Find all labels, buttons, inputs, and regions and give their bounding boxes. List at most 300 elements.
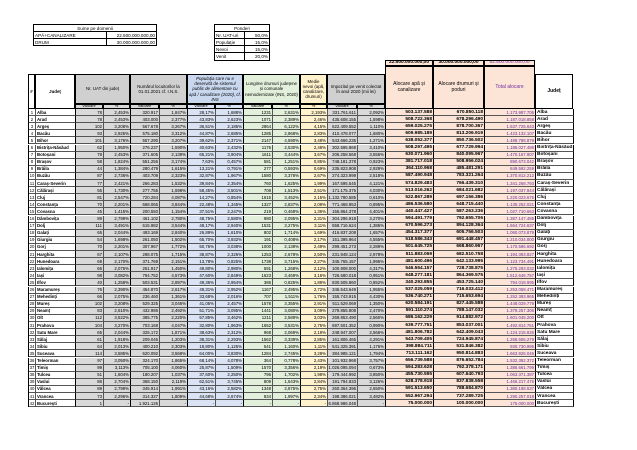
cell-lungime: 1327 — [244, 201, 273, 208]
cell-alocare-apa: 543.709.405 — [386, 336, 434, 343]
cell-judet: Dâmbovița — [36, 216, 76, 223]
cell-uat: 78 — [76, 109, 104, 116]
cell-uat-pct: 2,296% — [104, 393, 131, 400]
table-row — [28, 379, 574, 386]
cell-judet-right: Gorj — [536, 244, 574, 251]
cell-impozit: 622.409.552 — [328, 123, 358, 130]
cell-populatie-pct: 2,247% — [216, 208, 244, 215]
cell-nr: 39 — [29, 379, 35, 385]
cell-uat-pct: 3,270% — [104, 322, 131, 329]
cell-uat: 65 — [76, 329, 104, 336]
cell-alocare-drum: 691.448.457 — [434, 237, 485, 244]
cell-uat: 65 — [76, 230, 104, 237]
cell-nr: 35 — [29, 350, 35, 356]
table-row — [28, 265, 574, 272]
cell-impozit: 198.386.021 — [328, 393, 358, 400]
cell-judet-right: Caraș-Severin — [536, 180, 574, 187]
cell-impozit: 151.395.964 — [328, 237, 358, 244]
cell-uat-pct: 3,113% — [104, 365, 131, 372]
cell-judet-right: Vrancea — [536, 393, 574, 400]
cell-nr: 4 — [29, 130, 36, 137]
cell-medie: 2,51% — [301, 187, 328, 194]
cell-judet: Galați — [36, 230, 76, 237]
cell-uat: 1 — [76, 400, 104, 407]
cell-impozit: 6.868.986.048 — [328, 400, 356, 406]
cell-lungime: 1611 — [244, 152, 273, 159]
table-row — [28, 400, 574, 407]
cell-lungime-pct: 1,714% — [273, 230, 301, 237]
cell-populatie-pct: 3,501% — [216, 187, 244, 194]
sums-value-apa: 22.500.000.000,00 — [116, 32, 155, 38]
cell-uat: 104 — [76, 322, 104, 329]
cell-medie: 2,193% — [301, 109, 328, 116]
cell-total-alocare: 1.564.724.637 — [485, 223, 536, 230]
cell-lungime: - — [244, 400, 273, 407]
cell-alocare-drum: 827.445.588 — [434, 301, 485, 308]
cell-total-alocare: 1.537.725.643 — [485, 123, 536, 130]
table-row — [28, 294, 574, 301]
cell-alocare-drum: 100.000.000 — [434, 400, 485, 407]
cell-locuitori: 277.755 — [131, 187, 160, 194]
cell-lungime: 1348 — [244, 386, 273, 393]
cell-locuitori-pct: 2,139% — [160, 152, 188, 159]
cell-impozit-pct: 2,470% — [358, 308, 386, 315]
cell-locuitori-pct: 2,897% — [160, 279, 188, 286]
cell-lungime-pct: 4,590% — [273, 137, 301, 144]
table-row — [28, 372, 574, 379]
cell-medie: 2,50% — [301, 251, 328, 258]
cell-total-alocare: 1.124.215.826 — [485, 329, 536, 336]
cell-nr: 38 — [29, 372, 35, 378]
cell-uat-pct: 2,453% — [104, 109, 131, 116]
cell-lungime: 980 — [244, 216, 273, 223]
cell-alocare-apa: 536.740.271 — [386, 294, 434, 301]
table-row — [28, 208, 574, 215]
cell-uat: 62 — [76, 145, 104, 152]
table-row — [28, 258, 574, 265]
cell-uat: 77 — [76, 180, 104, 187]
cell-impozit: 206.258.568 — [328, 152, 358, 159]
cell-medie: 2,17% — [301, 237, 328, 244]
header-uat: Nr. UAT din județ — [75, 74, 130, 104]
cell-impozit-pct: 0,951% — [358, 272, 386, 279]
cell-locuitori-pct: 1,590% — [160, 145, 188, 152]
cell-populatie: 7,63% — [188, 159, 216, 166]
cell-impozit: 101.932.968 — [328, 358, 358, 365]
cell-uat: 58 — [76, 159, 104, 166]
cell-populatie: 48,17% — [188, 223, 216, 230]
cell-lungime: 1071 — [244, 116, 273, 123]
cell-uat-pct: 1,415% — [104, 208, 131, 215]
cell-populatie: 41,05% — [188, 301, 216, 308]
cell-judet: Mureș — [36, 301, 76, 308]
table-row — [28, 386, 574, 393]
cell-total-alocare: 794.018.995 — [485, 279, 536, 286]
cell-lungime: 1000 — [244, 244, 273, 251]
cell-judet-right: Giurgiu — [536, 237, 574, 244]
cell-alocare-apa: 648.277.181 — [386, 272, 434, 279]
cell-populatie-pct: 4,078% — [216, 358, 244, 365]
cell-nr: 37 — [29, 365, 35, 371]
cell-judet-right: Bistrița-Năsăud — [537, 145, 573, 151]
cell-nr: 34 — [29, 343, 35, 349]
table-row — [28, 223, 574, 230]
cell-uat-pct: 3,208% — [104, 123, 131, 130]
cell-medie: 3,11% — [301, 223, 328, 230]
cell-total-alocare: 1.470.167.907 — [485, 152, 536, 159]
cell-judet: Covasna — [36, 208, 76, 215]
cell-alocare-drum: 950.814.883 — [434, 350, 485, 357]
cell-uat-pct: 3,082% — [104, 272, 131, 279]
cell-nr: 14 — [29, 201, 35, 207]
cell-judet-right: Dâmbovița — [536, 216, 574, 223]
cell-locuitori-pct: - — [160, 400, 188, 407]
sums-value-drum: 30.000.000.000,00 — [116, 40, 155, 45]
cell-total-alocare: 1.448.029.779 — [485, 301, 536, 308]
cell-populatie-pct: 2,326% — [216, 251, 244, 258]
cell-locuitori-pct: 3,844% — [160, 201, 188, 208]
cell-uat-pct: 3,208% — [104, 301, 131, 308]
cell-alocare-drum: 864.369.575 — [434, 272, 485, 279]
cell-impozit: 155.743.915 — [328, 294, 358, 301]
cell-alocare-drum: 684.021.682 — [434, 187, 485, 194]
cell-lungime-pct: 0,468% — [273, 208, 301, 215]
cell-uat: 86 — [76, 379, 104, 386]
cell-judet-right: Ialomița — [536, 265, 574, 272]
table-row — [28, 287, 574, 294]
cell-judet: Teleorman — [36, 358, 76, 365]
cell-nr: 42 — [29, 400, 35, 406]
cell-nr: 28 — [29, 301, 35, 307]
cell-uat: 98 — [76, 272, 104, 279]
cell-alocare-drum: 642.409.043 — [434, 329, 485, 336]
cell-medie: 2,85% — [301, 336, 328, 343]
cell-uat-pct: 3,050% — [104, 358, 131, 365]
cell-populatie-pct: 3,745% — [216, 379, 244, 386]
header-alocare-apa: Alocare apă și canalizare — [385, 66, 433, 109]
cell-populatie: 49,80% — [188, 265, 216, 272]
cell-impozit: 384.985.121 — [328, 350, 358, 357]
cell-locuitori-pct: 1,991% — [160, 386, 188, 393]
cell-impozit-pct: 2,092% — [358, 109, 386, 116]
cell-lungime-pct: 3,275% — [273, 223, 301, 230]
cell-lungime: 968 — [244, 329, 273, 336]
cell-impozit: 167.595.545 — [328, 180, 358, 187]
cell-total-alocare: 890.673.042 — [485, 159, 536, 166]
cell-medie: 2,83% — [301, 130, 328, 137]
cell-nr: 1 — [29, 109, 36, 116]
cell-populatie: 37,60% — [188, 372, 216, 379]
cell-total-alocare: 1.194.393.827 — [485, 251, 536, 258]
cell-populatie: 28,17% — [188, 109, 216, 116]
cell-judet: Giurgiu — [36, 237, 76, 244]
cell-impozit-pct: 4,030% — [358, 187, 386, 194]
cell-uat: 93 — [76, 130, 104, 137]
cell-impozit: 771.468.953 — [328, 201, 358, 208]
cell-medie: - — [301, 400, 328, 407]
cell-lungime: 581 — [244, 159, 273, 166]
cell-judet-right: Arad — [536, 116, 574, 123]
cell-alocare-apa: 713.111.162 — [386, 350, 434, 357]
cell-lungime: 541 — [244, 343, 273, 350]
cell-uat-pct: 3,585% — [104, 350, 131, 357]
cell-uat: 111 — [76, 223, 104, 230]
cell-total-alocare: 1.268.655.279 — [485, 336, 536, 343]
cell-medie: 4,15% — [301, 123, 328, 130]
cell-locuitori-pct: 4,573% — [160, 272, 188, 279]
header-medie: Medie nevoi (apă, canalizare, drumuri) — [300, 74, 327, 104]
weights-box — [214, 24, 270, 61]
cell-medie: 1,99% — [301, 180, 328, 187]
cell-lungime: 1284 — [244, 350, 273, 357]
cell-lungime: 1231 — [244, 109, 273, 116]
cell-locuitori: 251.917 — [131, 265, 160, 272]
cell-populatie-pct: 1,345% — [216, 201, 244, 208]
cell-total-alocare: 1.210.034.800 — [485, 237, 536, 244]
cell-medie: 2,43% — [301, 358, 328, 365]
cell-total-alocare: 930.730.995 — [485, 343, 536, 350]
cell-alocare-apa: 659.025.275 — [386, 123, 434, 130]
cell-impozit: 274.323.999 — [328, 173, 358, 180]
cell-locuitori-pct: 2,780% — [160, 216, 188, 223]
cell-populatie: 39,84% — [188, 180, 216, 187]
cell-impozit-pct: 2,518% — [358, 173, 386, 180]
cell-locuitori: 403.709 — [131, 173, 160, 180]
cell-total-alocare: 1.370.812.212 — [485, 173, 536, 180]
cell-lungime-pct: 2,589% — [273, 315, 301, 322]
cell-impozit: 331.761.611 — [328, 109, 358, 116]
cell-alocare-apa: 508.722.368 — [386, 116, 434, 123]
cell-alocare-apa: 340.293.855 — [386, 279, 434, 286]
cell-judet-right: Călărași — [536, 187, 574, 194]
cell-locuitori: 261.050 — [131, 237, 160, 244]
cell-locuitori-pct: 3,568% — [160, 350, 188, 357]
cell-lungime: 2864 — [244, 123, 273, 130]
cell-impozit-pct: 4,401% — [358, 208, 386, 215]
table-row — [28, 237, 574, 244]
cell-impozit: 248.947.007 — [328, 329, 358, 336]
cell-lungime-pct: 0,825% — [273, 279, 301, 286]
cell-populatie: 43,16% — [188, 386, 216, 393]
cell-populatie: 26,89% — [188, 230, 216, 237]
cell-locuitori: 454.870 — [131, 287, 160, 294]
total-apa-sum: 22.500.000.000,00 — [385, 60, 433, 66]
cell-medie: 1,98% — [301, 372, 328, 379]
cell-locuitori: 209.046 — [131, 336, 160, 343]
cell-populatie: 38,63% — [188, 329, 216, 336]
cell-uat: 70 — [76, 244, 104, 251]
cell-nr: 3 — [29, 123, 36, 130]
cell-nr: 19 — [29, 237, 35, 243]
cell-judet: Maramureș — [36, 287, 76, 294]
cell-impozit-pct: 0,895% — [358, 201, 386, 208]
table-row — [28, 251, 574, 258]
cell-populatie: 32,87% — [188, 173, 216, 180]
cell-impozit: 191.794.833 — [328, 379, 358, 386]
cell-lungime-pct: 1,511% — [273, 294, 301, 301]
cell-populatie: 48,75% — [188, 216, 216, 223]
cell-lungime-pct: 2,678% — [273, 251, 301, 258]
cell-impozit: 416.837.208 — [328, 230, 358, 237]
cell-populatie: 64,00% — [188, 350, 216, 357]
cell-alocare-apa: 522.867.289 — [386, 194, 434, 201]
cell-medie: 2,27% — [301, 258, 328, 265]
cell-nr: 16 — [29, 216, 35, 222]
cell-lungime: 1253 — [244, 251, 273, 258]
table-row — [28, 166, 574, 173]
cell-populatie-pct: 0,825% — [216, 258, 244, 265]
cell-judet: Cluj — [36, 194, 76, 201]
table-row — [28, 279, 574, 286]
cell-impozit: 346.543.649 — [328, 287, 358, 294]
cell-judet: Harghita — [36, 251, 76, 258]
cell-locuitori: 567.678 — [131, 123, 160, 130]
weight-label: Nevoi — [215, 46, 245, 52]
cell-judet-right: Sălaj — [536, 336, 574, 343]
cell-judet-right: Cluj — [536, 194, 574, 201]
cell-lungime-pct: 0,408% — [273, 237, 301, 244]
cell-populatie: 18,80% — [188, 343, 216, 350]
table-row — [28, 116, 574, 123]
cell-judet: Satu Mare — [36, 329, 76, 336]
cell-judet-right: București — [536, 400, 574, 407]
header-alocare-drum: Alocare drumuri și poduri — [433, 66, 484, 109]
cell-populatie: 68,14% — [188, 358, 216, 365]
cell-impozit-pct: 1,350% — [358, 301, 386, 308]
cell-impozit-pct: 1,598% — [358, 116, 386, 123]
cell-judet-right: Constanța — [536, 201, 574, 208]
cell-locuitori-pct: 1,865% — [160, 358, 188, 365]
cell-lungime: 1441 — [244, 308, 273, 315]
cell-medie: 1,89% — [301, 279, 328, 286]
cell-alocare-drum: 531.846.382 — [434, 343, 485, 350]
cell-impozit-pct: 1,386% — [358, 223, 386, 230]
cell-lungime-pct: 2,389% — [273, 116, 301, 123]
cell-locuitori: 794.752 — [131, 272, 160, 279]
cell-impozit: 235.823.908 — [328, 166, 358, 173]
cell-uat: 69 — [76, 258, 104, 265]
cell-uat: 83 — [76, 308, 104, 315]
cell-nr: 30 — [29, 315, 35, 321]
cell-uat: 45 — [76, 208, 104, 215]
cell-judet: Dolj — [36, 223, 76, 230]
cell-populatie-pct: 1,967% — [216, 173, 244, 180]
cell-judet: Gorj — [36, 244, 76, 251]
cell-medie: 3,03% — [301, 315, 328, 322]
cell-medie: 2,84% — [301, 379, 328, 386]
cell-locuitori: 720.284 — [131, 194, 160, 201]
cell-uat-pct: 2,107% — [104, 251, 131, 258]
cell-impozit-pct: 1,657% — [358, 230, 386, 237]
header-judet: Județ — [35, 74, 75, 109]
cell-alocare-apa: 656.739.588 — [386, 358, 434, 365]
weight-label: Venit — [215, 53, 245, 60]
cell-judet-right: Alba — [536, 109, 574, 116]
cell-lungime-pct: 3,715% — [273, 258, 301, 265]
sums-title: Sume pe domenii — [77, 25, 113, 31]
cell-locuitori-pct: 1,361% — [160, 294, 188, 301]
cell-nr: 18 — [29, 230, 35, 236]
cell-total-alocare: 1.135.252.021 — [485, 201, 536, 208]
cell-locuitori-pct: 2,617% — [160, 287, 188, 294]
cell-locuitori: 180.207 — [131, 372, 160, 379]
table-row — [28, 272, 574, 279]
cell-total-alocare: 1.170.586.692 — [485, 244, 536, 251]
cell-uat: 101 — [76, 137, 104, 144]
cell-locuitori-pct: 2,119% — [160, 379, 188, 386]
cell-nr: 5 — [29, 137, 36, 144]
cell-alocare-drum: 670.850.118 — [434, 109, 485, 116]
cell-alocare-apa: 455.730.595 — [386, 372, 434, 379]
cell-populatie: 58,45% — [188, 187, 216, 194]
cell-locuitori: 345.914 — [131, 386, 160, 393]
cell-lungime-pct: 3,531% — [273, 322, 301, 329]
cell-alocare-drum: 677.729.994 — [434, 145, 485, 152]
cell-impozit: 231.948.124 — [328, 251, 358, 258]
cell-locuitori-pct: 1,715% — [160, 251, 188, 258]
cell-alocare-apa: 594.491.779 — [386, 216, 434, 223]
cell-locuitori-pct: 3,544% — [160, 223, 188, 230]
cell-populatie-pct: 3,462% — [216, 315, 244, 322]
cell-impozit-pct: 1,996% — [358, 258, 386, 265]
cell-populatie-pct: 2,582% — [216, 386, 244, 393]
cell-lungime: 1738 — [244, 258, 273, 265]
cell-impozit-pct: 4,121% — [358, 180, 386, 187]
cell-nr: 8 — [29, 159, 36, 166]
cell-lungime-pct: 3,378% — [273, 173, 301, 180]
cell-uat-pct: 1,384% — [104, 166, 131, 173]
cell-alocare-apa: 381.717.018 — [386, 159, 434, 166]
cell-locuitori-pct: 2,151% — [160, 258, 188, 265]
header-judet-right: Județ — [535, 74, 573, 109]
cell-uat: 44 — [76, 166, 104, 173]
cell-alocare-drum: 587.263.236 — [434, 208, 485, 215]
cell-judet: Ilfov — [36, 279, 76, 286]
total-alocare-sum: 52.500.000.000,00 — [484, 60, 535, 66]
cell-alocare-apa: 481.806.782 — [386, 329, 434, 336]
cell-uat-pct: 2,044% — [104, 329, 131, 336]
cell-alocare-apa: 75.000.000 — [386, 400, 434, 407]
cell-impozit-pct: 2,566% — [358, 329, 386, 336]
cell-locuitori: 493.169 — [131, 230, 160, 237]
cell-locuitori-pct: 1,154% — [160, 208, 188, 215]
weight-value: 15,0% — [254, 39, 268, 45]
cell-total-alocare: 1.290.257.018 — [485, 393, 536, 400]
cell-judet: Constanța — [36, 201, 76, 208]
cell-total-alocare: 1.532.392.372 — [485, 358, 536, 365]
cell-populatie-pct: 2,432% — [216, 145, 244, 152]
cell-alocare-drum: 728.738.875 — [434, 265, 485, 272]
cell-judet: Botoșani — [36, 152, 76, 159]
cell-lungime-pct: 2,868% — [273, 130, 301, 137]
cell-lungime: 1562 — [244, 336, 273, 343]
cell-populatie: 49,31% — [188, 287, 216, 294]
cell-alocare-apa: 591.513.650 — [386, 386, 434, 393]
cell-alocare-drum: 850.736.502 — [434, 137, 485, 144]
cell-alocare-drum: 642.133.995 — [434, 258, 485, 265]
cell-lungime-pct: 2,069% — [273, 329, 301, 336]
cell-uat-pct: 2,421% — [104, 180, 131, 187]
cell-uat-pct: 2,013% — [104, 343, 131, 350]
cell-uat: 55 — [76, 187, 104, 194]
cell-uat: 87 — [76, 173, 104, 180]
cell-impozit-pct: 0,673% — [358, 365, 386, 372]
cell-locuitori-pct: 1,203% — [160, 336, 188, 343]
cell-nr: 20 — [29, 244, 35, 250]
cell-locuitori: 324.170 — [131, 358, 160, 365]
cell-impozit-pct: 3,482% — [358, 393, 386, 400]
subheader-percent: % — [300, 104, 327, 109]
